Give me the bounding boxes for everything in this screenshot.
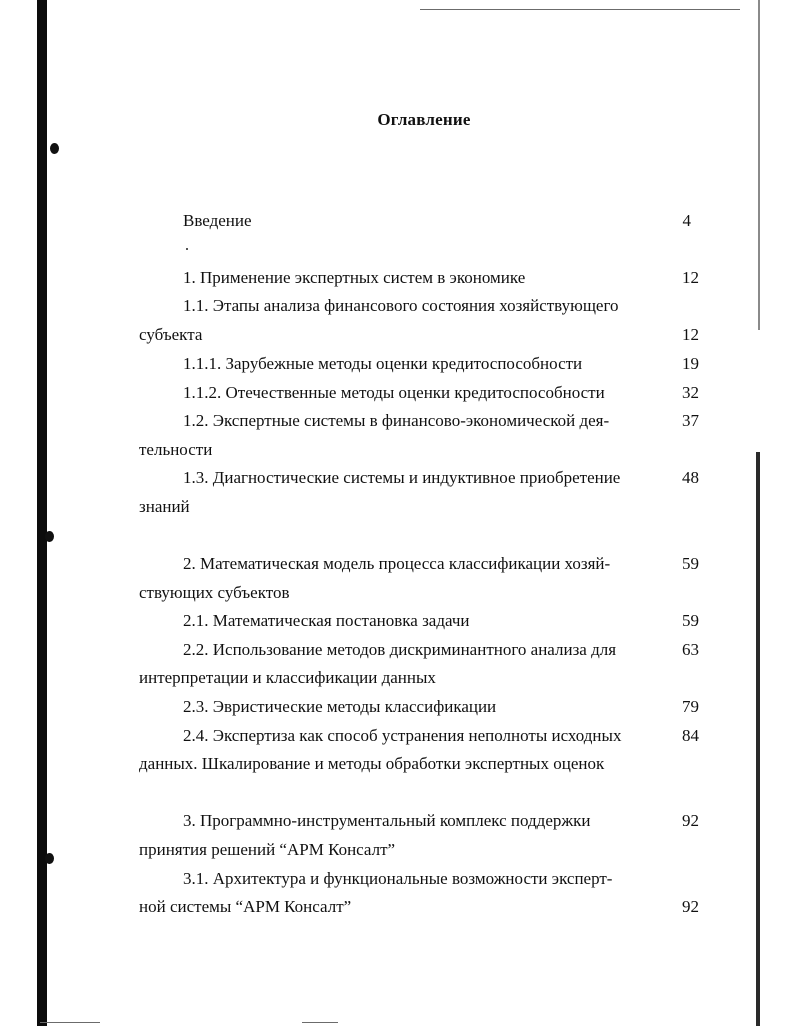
toc-entry-ch2: 2. Математическая модель процесса классификации хозяй- [183, 554, 611, 573]
toc-entry-1-1-cont: субъекта [139, 325, 203, 344]
toc-entry-1-2-cont: тельности [139, 440, 213, 459]
punch-hole-middle [45, 531, 54, 542]
toc-entry-2-2-cont: интерпретации и классификации данных [139, 668, 436, 687]
toc-page-2-4: 84 [682, 726, 699, 745]
toc-page-intro: 4 [682, 211, 691, 230]
toc-entry-1-1: 1.1. Этапы анализа финансового состояния хозяйствующего [183, 296, 619, 315]
toc-page-2-3: 79 [682, 697, 699, 716]
toc-page-3-1: 92 [682, 897, 699, 916]
toc-entry-2-1: 2.1. Математическая постановка задачи [183, 611, 470, 630]
toc-page-1-1-2: 32 [682, 383, 699, 402]
toc-page-ch3: 92 [682, 811, 699, 830]
toc-page-1-3: 48 [682, 468, 699, 487]
scan-bottom-edge-left [40, 1022, 100, 1023]
toc-entry-1-1-2: 1.1.2. Отечественные методы оценки кредитоспособности [183, 383, 605, 402]
toc-entry-ch2-cont: ствующих субъектов [139, 583, 290, 602]
toc-entry-2-2: 2.2. Использование методов дискриминантного анализа для [183, 640, 617, 659]
toc-entry-intro: Введение [183, 211, 252, 230]
toc-entry-1-3-cont: знаний [139, 497, 190, 516]
toc-page-ch1: 12 [682, 268, 699, 287]
toc-entry-2-4: 2.4. Экспертиза как способ устранения неполноты исходных [183, 726, 622, 745]
scan-speck [186, 248, 188, 250]
scan-top-edge [420, 9, 740, 10]
toc-entry-3-1: 3.1. Архитектура и функциональные возможности эксперт- [183, 869, 613, 888]
scan-left-border [37, 0, 47, 1026]
toc-title: Оглавление [377, 110, 471, 129]
scan-right-border-top [758, 0, 760, 330]
punch-hole-bottom [45, 853, 54, 864]
scan-bottom-edge-mid [302, 1022, 338, 1023]
toc-page-2-2: 63 [682, 640, 699, 659]
punch-hole-top [50, 143, 59, 154]
toc-entry-1-1-1: 1.1.1. Зарубежные методы оценки кредитоспособности [183, 354, 583, 373]
toc-page-2-1: 59 [682, 611, 699, 630]
toc-entry-ch3: 3. Программно-инструментальный комплекс поддержки [183, 811, 591, 830]
toc-page-1-1: 12 [682, 325, 699, 344]
toc-page-1-1-1: 19 [682, 354, 699, 373]
scan-right-border-bottom [756, 452, 760, 1026]
toc-entry-2-3: 2.3. Эвристические методы классификации [183, 697, 497, 716]
toc-entry-2-4-cont: данных. Шкалирование и методы обработки экспертных оценок [139, 754, 605, 773]
toc-entry-1-3: 1.3. Диагностические системы и индуктивное приобретение [183, 468, 621, 487]
toc-entry-ch1: 1. Применение экспертных систем в экономике [183, 268, 526, 287]
toc-page-1-2: 37 [682, 411, 699, 430]
toc-entry-ch3-cont: принятия решений “АРМ Консалт” [139, 840, 396, 859]
toc-entry-3-1-cont: ной системы “АРМ Консалт” [139, 897, 352, 916]
toc-page-ch2: 59 [682, 554, 699, 573]
toc-entry-1-2: 1.2. Экспертные системы в финансово-экономической дея- [183, 411, 610, 430]
